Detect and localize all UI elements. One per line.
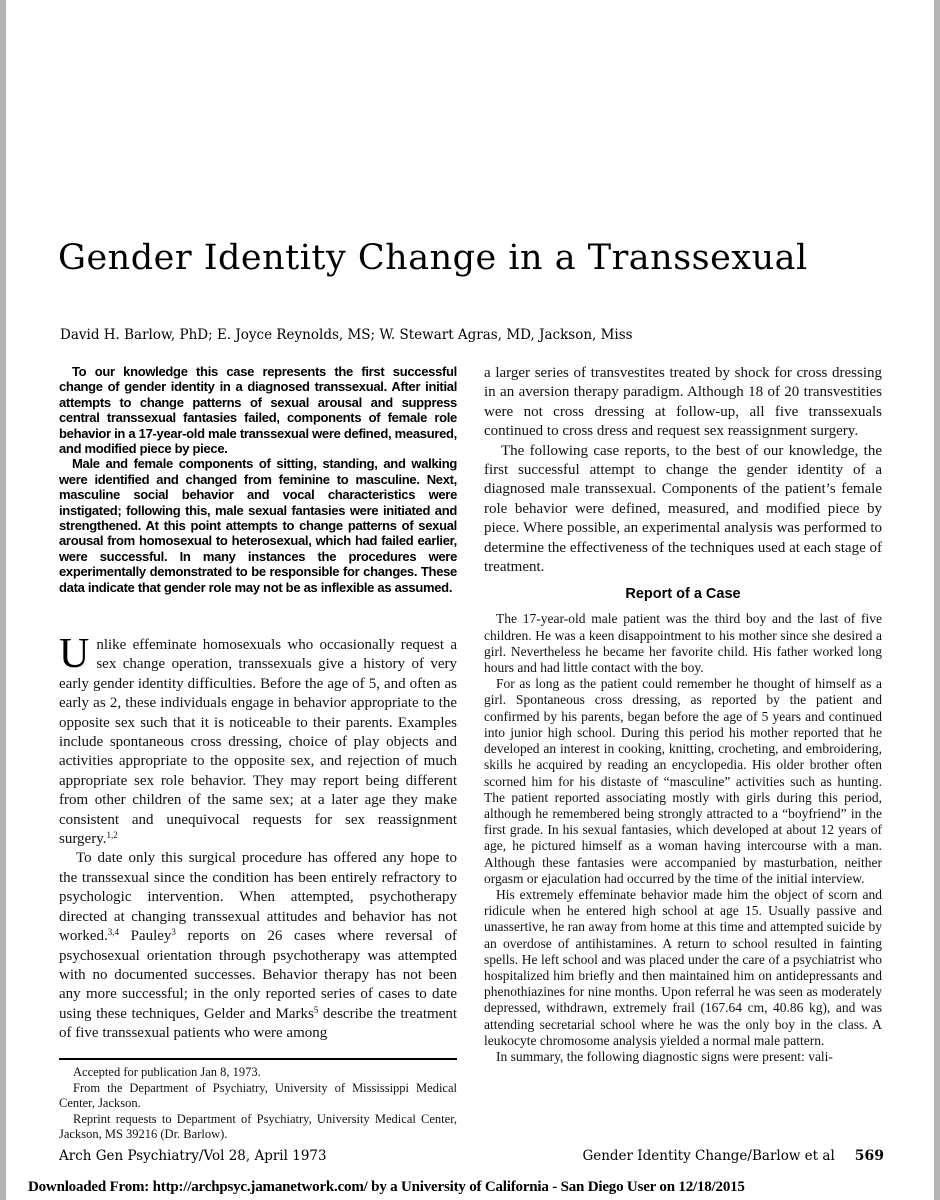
footnotes [59, 1058, 457, 1143]
intro-paragraph-2-text: describe the treatment of five transsexual patients who were among [59, 1005, 457, 1042]
running-head: Gender Identity Change/Barlow et al [582, 1148, 835, 1164]
introduction [59, 631, 457, 1044]
drop-cap: U [59, 631, 90, 677]
case-paragraph: The 17-year-old male patient was the third boy and the last of five children. He was a keen disappointment to his mother since she desired a girl. Nevertheless he became her favorite child. His father worked long hours and had little contact with the boy. [484, 611, 882, 676]
left-column [59, 364, 457, 1144]
footnote-reprints: Reprint requests to Department of Psychiatry, University Medical Center, Jackson, MS 39216 (Dr. Barlow). [59, 1111, 457, 1142]
page-number: 569 [854, 1148, 884, 1164]
introduction-continued [484, 364, 882, 577]
page-footer [59, 1148, 884, 1164]
download-banner [28, 1179, 745, 1196]
abstract [59, 364, 457, 610]
footnote-rule [59, 1058, 457, 1060]
scan-edge-left [0, 0, 6, 1200]
footnote-accepted: Accepted for publication Jan 8, 1973. [73, 1065, 261, 1079]
abstract-paragraph-1: To our knowledge this case represents the first successful change of gender identity in a diagnosed transsexual. After initial attempts to change patterns of sexual arousal and suppress central transsexual fantasies failed, components of female role behavior in a 17-year-old male transsexual were defined, measured, and modified piece by piece. [59, 364, 457, 457]
download-banner-text: Downloaded From: http://archpsyc.jamanetwork.com/ by a University of California - San Diego User on 12/18/2015 [28, 1179, 745, 1195]
journal-citation: Arch Gen Psychiatry/Vol 28, April 1973 [59, 1148, 327, 1164]
running-head-group [582, 1148, 884, 1164]
section-heading: Report of a Case [625, 586, 741, 603]
reference-superscript: 5 [313, 1004, 319, 1015]
footnote-affiliation: From the Department of Psychiatry, University of Mississippi Medical Center, Jackson. [59, 1080, 457, 1111]
scan-edge-right [934, 0, 940, 1200]
reference-superscript: 1,2 [106, 830, 118, 841]
reference-superscript: 3,4 [107, 927, 119, 938]
intro-paragraph-1-text: nlike effeminate homosexuals who occasionally request a sex change operation, transsexuals give a history of very early gender identity difficulties. Before the age of 5, and often as early as 2, these individuals engage in behavior appropriate to the opposite sex such that it is noticeable to their parents. Examples include spontaneous cross dressing, choice of play objects and activities appropriate to the opposite sex, and rejection of much appropriate sex role behavior. They may report being different from other children of the same sex; at a later age they make consistent and unequivocal requests for sex reassignment surgery. [59, 637, 457, 848]
intro-paragraph-2-text: reports on 26 cases where reversal of psychosexual orientation through psychotherapy was attempted with no documented successes. Behavior therapy has not been any more successful; in the only reported series of cases to date using these techniques, Gelder and Marks [59, 928, 457, 1022]
article-title: Gender Identity Change in a Transsexual [58, 238, 808, 278]
intro-paragraph-2-text: To date only this surgical procedure has offered any hope to the transsexual since the condition has been entirely refractory to psychologic intervention. When attempted, psychotherapy directed at changing transsexual attitudes and behavior has not worked. [59, 850, 457, 945]
intro-paragraph-1 [59, 631, 457, 849]
case-report [484, 611, 882, 1065]
case-paragraph: His extremely effeminate behavior made him the object of scorn and ridicule when he entered high school at age 15. Usually passive and unassertive, he ran away from home at this time and attempted suicide by an overdose of antihistamines. A return to school resulted in fainting spells. He left school and was placed under the care of a psychiatrist who hospitalized him briefly and then maintained him on antidepressants and phenothiazines for nine months. Upon referral he was seen as moderately depressed, withdrawn, extremely frail (167.64 cm, 40.86 kg), and was attending secretarial school where he was the only boy in the class. A leukocyte chromosome analysis yielded a normal male pattern. [484, 886, 882, 1048]
authors-line: David H. Barlow, PhD; E. Joyce Reynolds, MS; W. Stewart Agras, MD, Jackson, Miss [60, 327, 633, 343]
intro-paragraph-2 [59, 849, 457, 1043]
body-paragraph: The following case reports, to the best of our knowledge, the first successful attempt to change the gender identity of a diagnosed male transsexual. Components of the patient’s female role behavior were defined, measured, and modified piece by piece. Where possible, an experimental analysis was performed to determine the effectiveness of the techniques used at each stage of treatment. [484, 442, 882, 576]
body-paragraph: a larger series of transvestites treated by shock for cross dressing in an aversion therapy paradigm. Although 18 of 20 transvestities were not cross dressing at follow-up, all five transsexuals continued to cross dress and request sex reassignment surgery. [484, 365, 882, 440]
case-paragraph: In summary, the following diagnostic signs were present: vali- [496, 1048, 833, 1064]
case-paragraph: For as long as the patient could remember he thought of himself as a girl. Spontaneous cross dressing, as reported by the patient and confirmed by his parents, began before the age of 5 years and continued into junior high school. During this period his mother reported that he developed an interest in cooking, knitting, crocheting, and embroidering, skills he acquired by reading an encyclopedia. His older brother often scorned him for his distaste of “masculine” activities such as hunting. The patient reported associating mostly with girls during this period, although he remembered being strongly attracted to a “boyfriend” in the first grade. In his sexual fantasies, which developed at about 12 years of age, he pictured himself as a woman having intercourse with a man. Although these fantasies were accompanied by masturbation, neither orgasm or ejaculation had occurred by the time of the initial interview. [484, 676, 882, 886]
right-column [484, 364, 882, 1144]
intro-paragraph-2-text: Pauley [119, 928, 172, 945]
reference-superscript: 3 [171, 927, 176, 938]
abstract-paragraph-2: Male and female components of sitting, standing, and walking were identified and changed from feminine to masculine. Next, masculine social behavior and vocal characteristics were instigated; following this, male sexual fantasies were initiated and strengthened. At this point attempts to change patterns of sexual arousal from homosexual to heterosexual, which had failed earlier, were successful. In many instances the procedures were experimentally demonstrated to be responsible for changes. These data indicate that gender role may not be as inflexible as assumed. [59, 456, 457, 595]
